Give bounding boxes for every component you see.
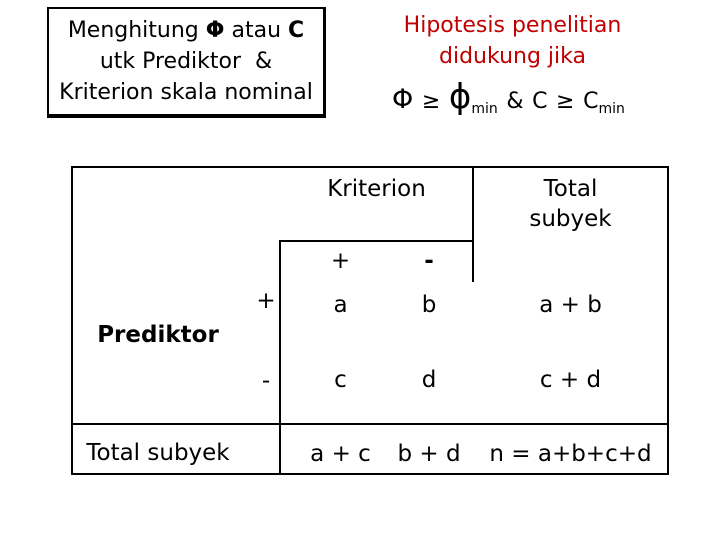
hypothesis-line-2: didukung jika bbox=[439, 44, 586, 69]
contingency-table bbox=[71, 166, 669, 475]
phi-symbol: Φ bbox=[205, 18, 225, 43]
condition-formula bbox=[392, 77, 625, 129]
method-line-1-atau: atau bbox=[231, 18, 282, 43]
condition-c-min: C bbox=[583, 89, 599, 114]
cell-c: c bbox=[334, 367, 347, 393]
condition-c: C bbox=[532, 89, 548, 114]
condition-ge-2: ≥ bbox=[556, 89, 575, 114]
kriterion-minus: - bbox=[424, 248, 434, 274]
total-subyek-header: Total subyek bbox=[529, 176, 612, 232]
total-subyek-row-label: Total subyek bbox=[86, 440, 230, 466]
condition-amp: & bbox=[506, 89, 524, 114]
table-divider-h-header bbox=[279, 240, 474, 242]
cell-a-plus-c: a + c bbox=[310, 441, 371, 467]
hypothesis-line-1: Hipotesis penelitian bbox=[403, 13, 622, 38]
cell-a-plus-b: a + b bbox=[539, 292, 602, 318]
method-line-2: utk Prediktor & bbox=[99, 49, 273, 74]
cell-d: d bbox=[421, 367, 437, 393]
prediktor-label: Prediktor bbox=[97, 322, 219, 348]
cell-b-plus-d: b + d bbox=[397, 441, 461, 467]
method-line-1-text: Menghitung bbox=[67, 18, 199, 43]
cell-b: b bbox=[421, 292, 437, 318]
cell-n-total: n = a+b+c+d bbox=[489, 441, 652, 467]
hypothesis-text bbox=[370, 10, 655, 72]
kriterion-plus: + bbox=[330, 248, 351, 274]
method-line-1 bbox=[68, 15, 304, 46]
c-symbol: C bbox=[288, 18, 305, 43]
cell-c-plus-d: c + d bbox=[539, 367, 602, 393]
condition-ge-1: ≥ bbox=[421, 89, 441, 114]
cell-a: a bbox=[333, 292, 348, 318]
method-line-3: Kriterion skala nominal bbox=[59, 80, 313, 105]
prediktor-minus: - bbox=[261, 368, 271, 394]
table-divider-h-total-row bbox=[73, 423, 667, 425]
prediktor-plus: + bbox=[256, 288, 276, 314]
condition-min-2: min bbox=[598, 101, 625, 117]
method-box bbox=[47, 7, 326, 118]
condition-phi-min: ϕ bbox=[448, 77, 472, 117]
condition-phi: Φ bbox=[392, 84, 414, 115]
kriterion-header: Kriterion bbox=[327, 176, 426, 202]
condition-min-1: min bbox=[471, 101, 498, 117]
